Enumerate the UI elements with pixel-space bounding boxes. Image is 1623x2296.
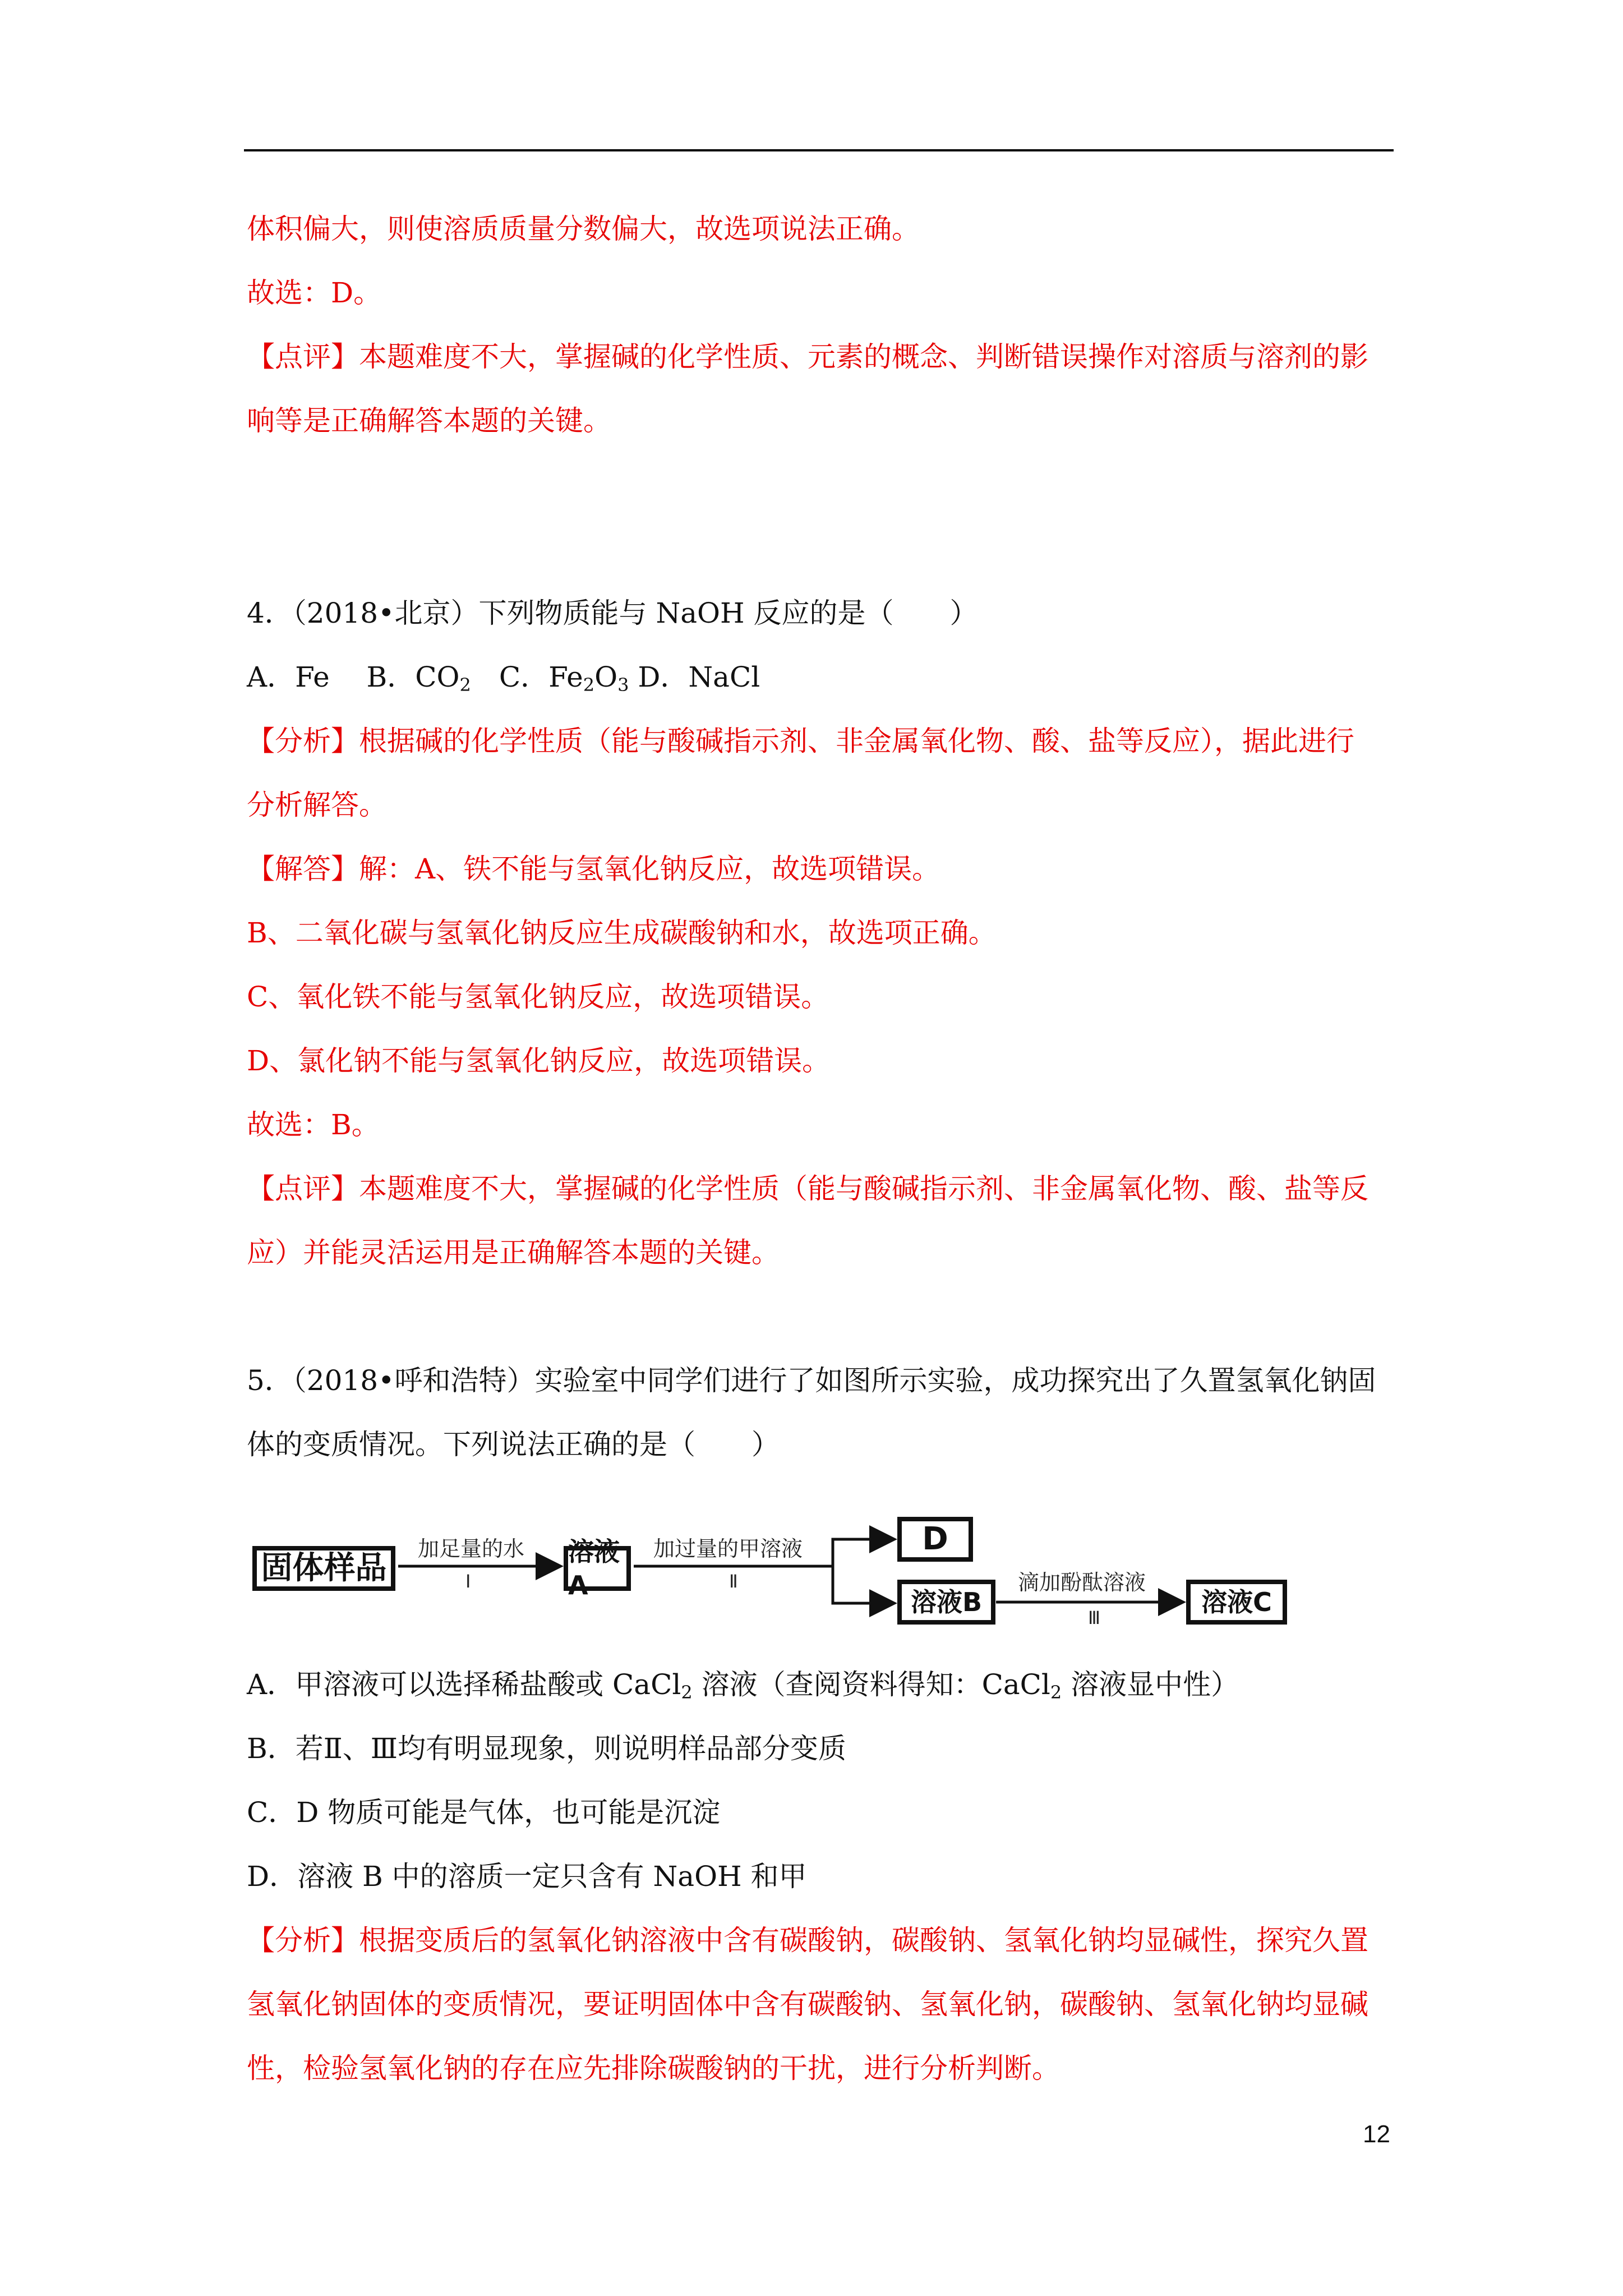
- comment-line: 应）并能灵活运用是正确解答本题的关键。: [247, 1236, 780, 1269]
- analysis-line: 性，检验氢氧化钠的存在应先排除碳酸钠的干扰，进行分析判断。: [247, 2052, 1060, 2085]
- comment-line: 【点评】本题难度不大，掌握碱的化学性质（能与酸碱指示剂、非金属氧化物、酸、盐等反: [247, 1172, 1368, 1205]
- step2-number: Ⅱ: [729, 1571, 738, 1592]
- analysis-line: 氢氧化钠固体的变质情况，要证明固体中含有碳酸钠、氢氧化钠，碳酸钠、氢氧化钠均显碱: [247, 1988, 1368, 2021]
- question-5-stem: 5．（2018•呼和浩特）实验室中同学们进行了如图所示实验，成功探究出了久置氢氧化钠固: [247, 1364, 1376, 1397]
- subscript: 2: [1050, 1682, 1062, 1703]
- step1-label: 加足量的水: [418, 1536, 525, 1561]
- q5-option-b: B．若Ⅱ、Ⅲ均有明显现象，则说明样品部分变质: [247, 1732, 846, 1765]
- q5-option-a-part: 溶液（查阅资料得知：CaCl: [692, 1668, 1050, 1701]
- text-line: 体积偏大，则使溶质质量分数偏大，故选项说法正确。: [247, 213, 920, 245]
- solution-line: 故选：B。: [247, 1108, 380, 1141]
- analysis-line: 【分析】根据碱的化学性质（能与酸碱指示剂、非金属氧化物、酸、盐等反应），据此进行: [247, 725, 1354, 757]
- subscript: 2: [681, 1682, 693, 1703]
- solution-line: 【解答】解：A、铁不能与氢氧化钠反应，故选项错误。: [247, 853, 940, 885]
- comment-line: 响等是正确解答本题的关键。: [247, 404, 611, 437]
- question-5-stem: 体的变质情况。下列说法正确的是（ ）: [247, 1428, 780, 1461]
- step2-label: 加过量的甲溶液: [653, 1536, 803, 1561]
- step3-number: Ⅲ: [1088, 1607, 1101, 1628]
- subscript: 2: [459, 674, 471, 696]
- text-line: 故选：D。: [247, 277, 382, 309]
- arrow-to-d: [833, 1539, 895, 1566]
- subscript: 3: [617, 674, 629, 696]
- question-4-stem: 4．（2018•北京）下列物质能与 NaOH 反应的是（ ）: [247, 597, 978, 629]
- box-solution-b: 溶液B: [897, 1580, 995, 1625]
- q4-option-d: D．NaCl: [629, 661, 760, 693]
- question-4-options: [247, 660, 760, 694]
- q4-option-c-mid: O: [594, 661, 618, 693]
- analysis-line: 【分析】根据变质后的氢氧化钠溶液中含有碳酸钠，碳酸钠、氢氧化钠均显碱性，探究久置: [247, 1924, 1368, 1957]
- solution-line: D、氯化钠不能与氢氧化钠反应，故选项错误。: [247, 1045, 831, 1077]
- box-d: D: [897, 1517, 973, 1562]
- flow-diagram: [247, 1458, 1312, 1627]
- q4-option-ab: A．Fe B．CO: [247, 661, 460, 693]
- box-solution-a: 溶液A: [564, 1546, 631, 1591]
- header-rule: [244, 149, 1394, 151]
- q5-option-a-part: A．甲溶液可以选择稀盐酸或 CaCl: [247, 1668, 681, 1701]
- box-solution-c: 溶液C: [1186, 1580, 1287, 1625]
- step3-label: 滴加酚酞溶液: [1018, 1570, 1146, 1595]
- q5-option-a: [247, 1668, 1239, 1701]
- subscript: 2: [583, 674, 595, 696]
- page-number: 12: [1363, 2120, 1390, 2148]
- q4-option-c: C．Fe: [471, 661, 583, 693]
- arrow-to-b: [833, 1566, 895, 1603]
- box-solid-sample: 固体样品: [252, 1546, 395, 1591]
- step1-number: Ⅰ: [465, 1571, 471, 1592]
- q5-option-d: D．溶液 B 中的溶质一定只含有 NaOH 和甲: [247, 1860, 807, 1893]
- q5-option-a-part: 溶液显中性）: [1062, 1668, 1239, 1701]
- solution-line: B、二氧化碳与氢氧化钠反应生成碳酸钠和水，故选项正确。: [247, 917, 997, 949]
- q5-option-c: C．D 物质可能是气体，也可能是沉淀: [247, 1796, 721, 1829]
- analysis-line: 分析解答。: [247, 789, 387, 821]
- comment-line: 【点评】本题难度不大，掌握碱的化学性质、元素的概念、判断错误操作对溶质与溶剂的影: [247, 341, 1368, 373]
- solution-line: C、氧化铁不能与氢氧化钠反应，故选项错误。: [247, 981, 829, 1013]
